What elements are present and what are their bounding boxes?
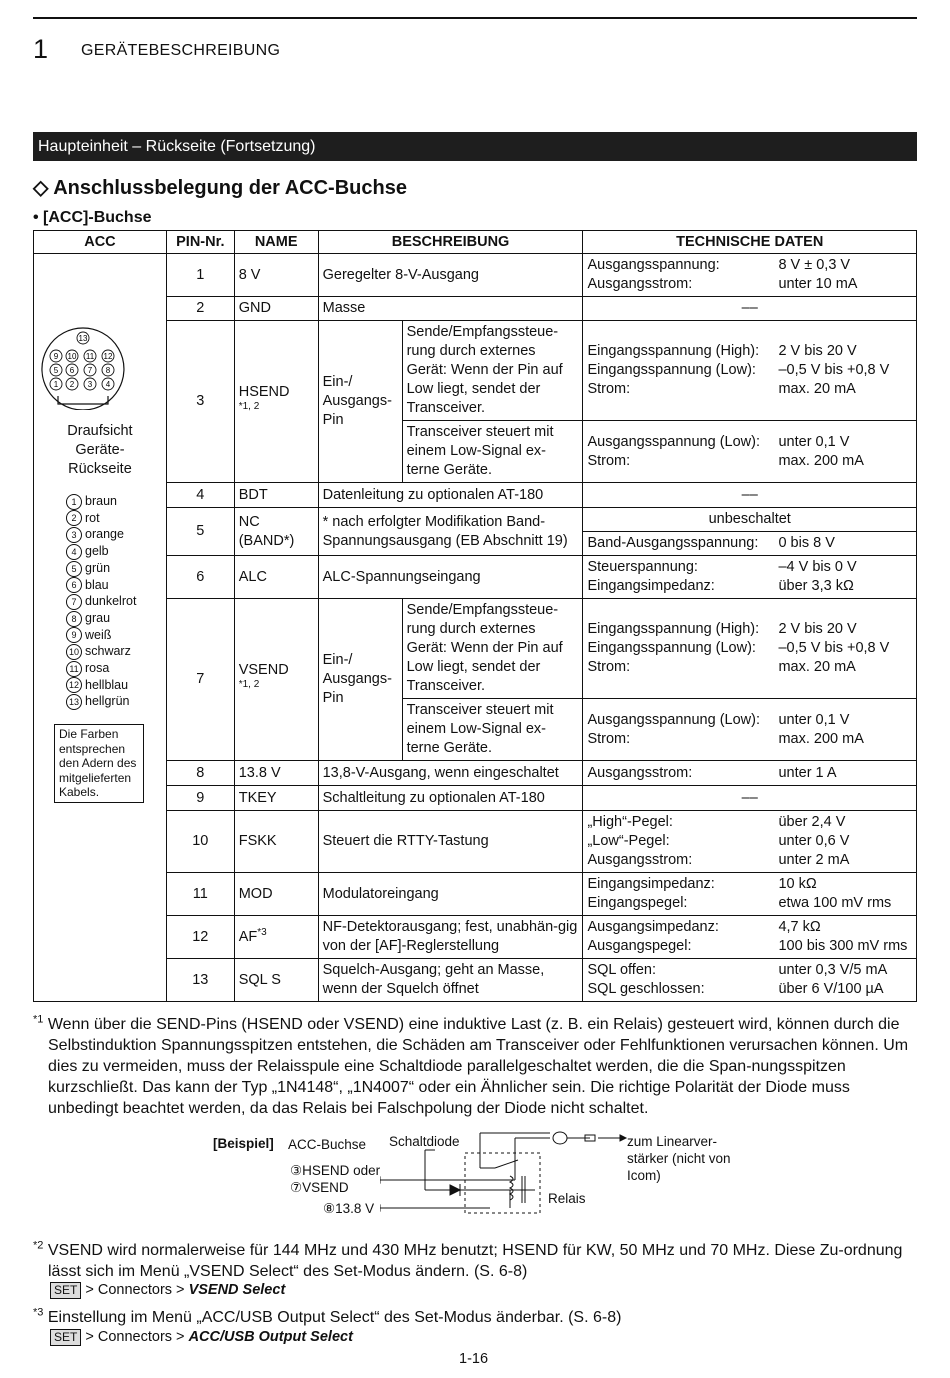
example-circuit	[380, 1128, 630, 1218]
pin-specs: ––	[583, 786, 917, 811]
example-send-pin-label: ③HSEND oder ⑦VSEND	[290, 1163, 381, 1195]
col-header-description: BESCHREIBUNG	[318, 231, 583, 254]
footnote-3-menu-path: SET > Connectors > ACC/USB Output Select	[50, 1329, 353, 1346]
pin-circle-icon: 1	[66, 494, 82, 510]
pin-number: 3	[166, 321, 234, 483]
pin-description: Sende/Empfangssteue-rung durch externes Gerät: Wenn der Pin auf Low liegt, sendet der Transceiver.	[402, 599, 583, 699]
col-header-specs: TECHNISCHE DATEN	[583, 231, 917, 254]
pin-direction: Ein-/ Ausgangs- Pin	[318, 321, 402, 483]
col-header-acc: ACC	[34, 231, 167, 254]
page-number: 1-16	[459, 1351, 489, 1367]
wire-color-item: 9 weiß	[66, 627, 162, 644]
pin-circle-icon: 3	[66, 527, 82, 543]
pin-name: HSEND $^{*1, 2}$	[234, 321, 318, 483]
pin-name: BDT	[234, 483, 318, 508]
pin-description: Schaltleitung zu optionalen AT-180	[318, 786, 583, 811]
pin-specs: Band-Ausgangsspannung: 0 bis 8 V	[583, 532, 917, 556]
table-row	[34, 297, 917, 321]
pin-name: AF$^{*3}$	[234, 916, 318, 959]
pin-circle-icon: 4	[66, 544, 82, 560]
pin-specs: Ausgangsstrom: unter 1 A	[583, 761, 917, 786]
pin-specs: Eingangsspannung (High): 2 V bis 20 V Eingangsspannung (Low): –0,5 V bis +0,8 V Strom: max. 20 mA	[583, 321, 917, 421]
chapter-title: GERÄTEBESCHREIBUNG	[81, 42, 281, 59]
pin-name: 13.8 V	[234, 761, 318, 786]
wire-color-item: 7 dunkelrot	[66, 593, 162, 610]
pin-number: 5	[166, 508, 234, 556]
pin-specs: „High“-Pegel: über 2,4 V „Low“-Pegel: unter 0,6 V Ausgangsstrom: unter 2 mA	[583, 811, 917, 873]
pin-description: Transceiver steuert mit einem Low-Signal ex-terne Geräte.	[402, 699, 583, 761]
acc-connector-diagram	[38, 324, 128, 410]
pin-direction: Ein-/ Ausgangs- Pin	[318, 599, 402, 761]
pin-circle-icon: 9	[66, 627, 82, 643]
pin-name: VSEND $^{*1, 2}$	[234, 599, 318, 761]
connector-pin-label: 2	[69, 380, 75, 389]
table-row	[34, 873, 917, 916]
wire-color-item: 4 gelb	[66, 543, 162, 560]
connector-pin-label: 3	[87, 380, 93, 389]
pin-description: Sende/Empfangssteue-rung durch externes Gerät: Wenn der Pin auf Low liegt, sendet der Transceiver.	[402, 321, 583, 421]
wire-color-item: 6 blau	[66, 577, 162, 594]
pin-specs: unbeschaltet	[583, 508, 917, 532]
pin-name: SQL S	[234, 959, 318, 1002]
subsection-heading: • [ACC]-Buchse	[33, 209, 152, 226]
connector-pin-label: 9	[53, 352, 59, 361]
acc-pin-table	[33, 230, 917, 1002]
table-header-row	[34, 231, 917, 254]
color-note: Die Farben entsprechen den Adern des mitgelieferten Kabels.	[54, 724, 144, 803]
wire-color-item: 3 orange	[66, 526, 162, 543]
pin-number: 2	[166, 297, 234, 321]
pin-description: Geregelter 8-V-Ausgang	[318, 254, 583, 297]
example-138v-label: ⑧13.8 V	[323, 1201, 375, 1216]
pin-specs: ––	[583, 483, 917, 508]
set-key-icon: SET	[50, 1282, 81, 1299]
set-key-icon: SET	[50, 1329, 81, 1346]
pin-specs: Ausgangsimpedanz: 4,7 kΩ Ausgangspegel: 100 bis 300 mV rms	[583, 916, 917, 959]
wire-color-item: 8 grau	[66, 610, 162, 627]
footnote-2-menu-path: SET > Connectors > VSEND Select	[50, 1282, 285, 1299]
chapter-number: 1	[33, 34, 49, 64]
table-row	[34, 321, 917, 421]
example-label: [Beispiel]	[213, 1136, 274, 1151]
pin-circle-icon: 13	[66, 694, 82, 710]
wire-color-list	[66, 493, 162, 710]
table-row	[34, 483, 917, 508]
pin-specs: SQL offen: unter 0,3 V/5 mA SQL geschlossen: über 6 V/100 µA	[583, 959, 917, 1002]
pin-name: FSKK	[234, 811, 318, 873]
col-header-pin: PIN-Nr.	[166, 231, 234, 254]
example-relay-label: Relais	[548, 1191, 586, 1206]
table-row	[34, 556, 917, 599]
example-acc-label: ACC-Buchse	[288, 1137, 367, 1152]
pin-description: * nach erfolgter Modifikation Band-Spannungsausgang (EB Abschnitt 19)	[318, 508, 583, 556]
table-row	[34, 811, 917, 873]
connector-pin-label: 10	[67, 352, 77, 361]
pin-circle-icon: 6	[66, 577, 82, 593]
section-heading: ◇ Anschlussbelegung der ACC-Buchse	[33, 177, 407, 199]
table-row	[34, 508, 917, 532]
pin-circle-icon: 10	[66, 644, 82, 660]
pin-description: ALC-Spannungseingang	[318, 556, 583, 599]
wire-color-item: 12 hellblau	[66, 677, 162, 694]
pin-number: 6	[166, 556, 234, 599]
footnote-3: $^{*3}$ Einstellung im Menü „ACC/USB Output Select“ des Set-Modus änderbar. (S. 6-8)	[33, 1306, 622, 1326]
col-header-name: NAME	[234, 231, 318, 254]
table-row	[34, 599, 917, 699]
pin-number: 9	[166, 786, 234, 811]
pin-specs: Ausgangsspannung: 8 V ± 0,3 V Ausgangsstrom: unter 10 mA	[583, 254, 917, 297]
pin-name: NC (BAND*)	[234, 508, 318, 556]
pin-name: ALC	[234, 556, 318, 599]
pin-specs: Steuerspannung: –4 V bis 0 V Eingangsimpedanz: über 3,3 kΩ	[583, 556, 917, 599]
pin-number: 13	[166, 959, 234, 1002]
example-diode-label: Schaltdiode	[389, 1134, 460, 1149]
connector-pin-label: 4	[105, 380, 111, 389]
wire-color-item: 1 braun	[66, 493, 162, 510]
connector-pin-label: 5	[53, 366, 59, 375]
pin-name: GND	[234, 297, 318, 321]
pin-number: 1	[166, 254, 234, 297]
pin-description: NF-Detektorausgang; fest, unabhän-gig von der [AF]-Reglerstellung	[318, 916, 583, 959]
wire-color-item: 11 rosa	[66, 660, 162, 677]
pin-circle-icon: 2	[66, 510, 82, 526]
table-row	[34, 786, 917, 811]
section-banner: Haupteinheit – Rückseite (Fortsetzung)	[33, 132, 917, 161]
acc-connector-cell	[34, 254, 167, 1002]
table-row	[34, 761, 917, 786]
pin-description: 13,8-V-Ausgang, wenn eingeschaltet	[318, 761, 583, 786]
view-label: Draufsicht Geräte- Rückseite	[67, 423, 133, 477]
pin-specs: Eingangsspannung (High): 2 V bis 20 V Eingangsspannung (Low): –0,5 V bis +0,8 V Strom: max. 20 mA	[583, 599, 917, 699]
pin-specs: Eingangsimpedanz: 10 kΩ Eingangspegel: etwa 100 mV rms	[583, 873, 917, 916]
pin-description: Transceiver steuert mit einem Low-Signal ex-terne Geräte.	[402, 421, 583, 483]
top-rule	[33, 17, 917, 19]
pin-description: Masse	[318, 297, 583, 321]
pin-number: 11	[166, 873, 234, 916]
connector-pin-label: 8	[105, 366, 111, 375]
pin-number: 4	[166, 483, 234, 508]
pin-circle-icon: 8	[66, 611, 82, 627]
connector-pin-label: 11	[85, 352, 95, 361]
table-row	[34, 916, 917, 959]
pin-circle-icon: 5	[66, 561, 82, 577]
pin-description: Datenleitung zu optionalen AT-180	[318, 483, 583, 508]
wire-color-item: 10 schwarz	[66, 643, 162, 660]
connector-pin-label: 12	[103, 352, 113, 361]
pin-circle-icon: 11	[66, 661, 82, 677]
wire-color-item: 13 hellgrün	[66, 693, 162, 710]
example-target-label: zum Linearver-stärker (nicht von Icom)	[627, 1134, 731, 1183]
pin-description: Modulatoreingang	[318, 873, 583, 916]
pin-name: MOD	[234, 873, 318, 916]
wire-color-item: 2 rot	[66, 510, 162, 527]
connector-pin-label: 13	[78, 334, 88, 343]
footnote-1: $^{*1}$ Wenn über die SEND-Pins (HSEND oder VSEND) eine induktive Last (z. B. ein Relais) gesteuert wird, können durch die Selbstinduktion Spannungsspitzen entstehen, die Schäden am Transceiver oder Fehlfunktionen verursachen können. Um dies zu vermeiden, muss der Relaisspule eine Schaltdiode parallelgeschaltet werden, die die Span-nungsspitzen kurzschließt. Das kann der Typ „1N4148“, „1N4007“ oder ein Ähnlicher sein. Die richtige Polarität der Diode muss unbedingt beachtet werden, da das Relais bei Falschpolung der Diode nicht schaltet.	[33, 1013, 909, 1117]
pin-number: 7	[166, 599, 234, 761]
pin-description: Squelch-Ausgang; geht an Masse, wenn der Squelch öffnet	[318, 959, 583, 1002]
pin-number: 8	[166, 761, 234, 786]
pin-specs: Ausgangsspannung (Low): unter 0,1 V Strom: max. 200 mA	[583, 421, 917, 483]
pin-circle-icon: 7	[66, 594, 82, 610]
connector-pin-label: 1	[53, 380, 59, 389]
pin-specs: ––	[583, 297, 917, 321]
pin-specs: Ausgangsspannung (Low): unter 0,1 V Strom: max. 200 mA	[583, 699, 917, 761]
connector-pin-label: 7	[87, 366, 93, 375]
pin-description: Steuert die RTTY-Tastung	[318, 811, 583, 873]
pin-number: 10	[166, 811, 234, 873]
table-row	[34, 254, 917, 297]
pin-name: 8 V	[234, 254, 318, 297]
table-row	[34, 959, 917, 1002]
pin-circle-icon: 12	[66, 677, 82, 693]
connector-pin-label: 6	[69, 366, 75, 375]
footnote-2: $^{*2}$ VSEND wird normalerweise für 144 MHz und 430 MHz benutzt; HSEND für KW, 50 MHz und 70 MHz. Diese Zu-ordnung lässt sich im Menü „VSEND Select“ des Set-Modus ändern. (S. 6-8)	[33, 1239, 903, 1280]
pin-number: 12	[166, 916, 234, 959]
wire-color-item: 5 grün	[66, 560, 162, 577]
pin-name: TKEY	[234, 786, 318, 811]
